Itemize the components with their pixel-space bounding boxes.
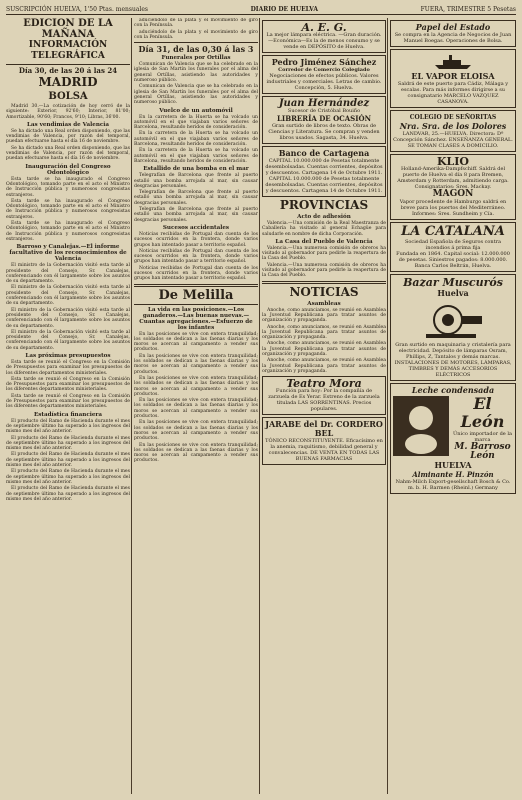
advert-text: Gran surtido de libros de texto. Obras de Ciencias y Literatura. Se compran y venden libros usados. Sagasta, 34. Huelva. xyxy=(268,123,380,141)
article-text: Esta tarde se reunió el Congreso en la Comisión de Presupuestos para examinar los presupuestos de los diferentes departamentos ministeriales. xyxy=(6,376,130,393)
article-text: Esta tarde se ha inaugurado el Congreso Odontológico, tomando parte en el acto el Ministro de Instrucción pública y numerosos congresistas extranjeros. xyxy=(6,198,130,220)
advert-text: Negociaciones de efectos públicos. Valores industriales y comerciales. Letras de cambio. Concepción, 5. Huelva. xyxy=(266,73,382,91)
article-text: Se ha dictado una Real orden disponiendo, que las vendimias de Valencia, por razón del temporal, puedan efectuarse hasta el día 16 de noviembre. xyxy=(6,145,130,162)
article-text: El producto del Ramo de Hacienda durante el mes de septiembre último ha superado a los ingresos del mismo mes del año anterior. xyxy=(6,418,130,435)
article-text: Esta tarde se reunió el Congreso en la Comisión de Presupuestos para examinar los presupuestos de los diferentes departamentos ministeriales. xyxy=(6,393,130,410)
column-provinces xyxy=(262,18,386,794)
article-text: En las posiciones se vive con entera tranquilidad; los soldados se dedican a las faenas diarias y los moros se acercan al campamento a vender sus productos. xyxy=(134,398,258,420)
article-text: En las posiciones se vive con entera tranquilidad; los soldados se dedican a las faenas diarias y los moros se acercan al campamento a vender sus productos. xyxy=(134,353,258,375)
article-text: Valencia.—Una numerosa comisión de obreros ha visitado al gobernador para pedirle la reapertura de la Casa del Pueblo. xyxy=(262,262,386,279)
headline: Las próximas presupuestos xyxy=(25,352,111,359)
article-text: En la carretera de la Huerta se ha volcado un automóvil en el que viajaban varios señores de Barcelona, resultando heridos de consideración. xyxy=(134,114,258,131)
advert-text: La mejor lámpara eléctrica. —Gran duración.—Económica—Es la de menos consumo y se vende en DEPÓSITO de Huelva. xyxy=(266,32,382,50)
headline: Vuelco de un automóvil xyxy=(159,107,233,114)
advert-title: Pedro Jiménez Sánchez xyxy=(271,57,377,67)
masthead-bar xyxy=(6,4,516,15)
advert-subtitle: Nra. Sra. de los Dolores xyxy=(399,121,507,131)
advert-title: Bazar Muscurós xyxy=(403,276,503,289)
article-text: aduciéndolo de la plata y el movimiento de giro con la Península. xyxy=(134,29,258,40)
edition-title: EDICIÓN DE LA MAÑANA xyxy=(23,18,113,40)
advert-bank xyxy=(262,146,386,197)
bolsa-heading: BOLSA xyxy=(48,91,88,102)
headline: Estadística financiera xyxy=(34,411,102,418)
headline: La Casa del Pueblo de Valencia xyxy=(275,238,373,245)
article-text: Comunican de Valencia que se ha celebrado en la iglesia de San Martín los funerales por el alma del general Ortíllas, asistiendo las autoridades y numeroso público. xyxy=(134,84,258,106)
column-news xyxy=(134,18,258,794)
article-text: El ministro de la Gobernación visitó esta tarde al presidente del Consejo, Sr. Canalejas, conferenciando con él largamente sobre los asuntos de su departamento. xyxy=(6,263,130,285)
article-text: En las posiciones se vive con entera tranquilidad; los soldados se dedican a las faenas diarias y los moros se acercan al campamento a vender sus productos. xyxy=(134,420,258,442)
advert-steamer-eloisa xyxy=(390,49,516,108)
article-text: Esta tarde se ha inaugurado el Congreso Odontológico, tomando parte en el acto el Ministro de Instrucción pública y numerosos congresistas extranjeros. xyxy=(6,221,130,242)
advert-city: HUELVA xyxy=(434,460,472,470)
advert-title: Banco de Cartagena xyxy=(278,148,370,158)
advert-title: JARABE del Dr. CORDERO BEL xyxy=(265,419,383,439)
article-text: En la carretera de la Huerta se ha volcado un automóvil en el que viajaban varios señores de Barcelona, resultando heridos de consideración. xyxy=(134,148,258,164)
dateline: Día 31, de las 0,30 á las 3 xyxy=(138,44,254,55)
article-text: Valencia.—Una numerosa comisión de obreros ha visitado al gobernador para pedirle la reapertura de la Casa del Pueblo. xyxy=(262,245,386,262)
notices-heading: NOTICIAS xyxy=(289,284,359,299)
subscription-outside: FUERA, TRIMESTRE 5 Pesetas xyxy=(420,5,516,13)
article-text: Se ha dictado una Real orden disponiendo, que las vendimias de Valencia, por razón del temporal, puedan efectuarse hasta el día 16 de noviembre. xyxy=(6,128,130,145)
advert-text: Nahm-Milch Export-gesellschaft Bosch & Co. m. b. H. Barmen (Rheinl.) Germany xyxy=(395,479,511,491)
article-text: Telegrafían de Barcelona que frente al puerto estalló una bomba arrojada al mar, sin causar desgracias personales. xyxy=(134,173,258,189)
advert-subtitle: Único importador de la marca xyxy=(453,431,512,443)
article-text: Telegrafían de Barcelona que frente al puerto estalló una bomba arrojada al mar, sin causar desgracias personales. xyxy=(134,207,258,223)
advert-city: Huelva xyxy=(437,288,469,298)
article-text: El ministro de la Gobernación visitó esta tarde al presidente del Consejo, Sr. Canalejas, conferenciando con él largamente sobre los asuntos de su departamento. xyxy=(6,329,130,351)
dateline: Día 30, de las 20 á las 24 xyxy=(18,66,118,75)
advert-syrup xyxy=(262,417,386,465)
advert-theatre xyxy=(262,376,386,415)
headline: Estallido de una bomba en el mar xyxy=(143,166,249,173)
column-rule xyxy=(131,18,132,794)
advert-text: CAPITAL 10.000.000 de Pesetas totalmente desembolsadas. Cuentas corrientes, depósitos y descuentos. Cartagena 14 de Octubre 1911. xyxy=(265,176,383,194)
newspaper-name: DIARIO DE HUELVA xyxy=(250,5,319,13)
article-text: Comunican de Valencia que se ha celebrado en la iglesia de San Martín los funerales por el alma del general Ortíllas, asistiendo las autoridades y numeroso público. xyxy=(134,62,258,84)
provinces-heading: PROVINCIAS xyxy=(279,198,369,212)
advert-subtitle: Corredor de Comercio Colegiado xyxy=(278,67,370,73)
city-heading: MADRID xyxy=(38,75,98,89)
article-text: El ministro de la Gobernación visitó esta tarde al presidente del Consejo, Sr. Canalejas, conferenciando con él largamente sobre los asuntos de su departamento. xyxy=(6,285,130,307)
column-adverts xyxy=(390,18,516,794)
article-text: Anoche, como anunciamos, se reunió en Asamblea la Juventud Republicana para tratar asuntos de organización y propaganda. xyxy=(262,307,386,324)
advert-text: Fundada en 1864. Capital social: 12.000.000 de pesetas. Siniestros pagados: 8.000.000. Banca Carlos Beltrán, Huelva. xyxy=(396,251,510,269)
advert-importer: M. Barroso León xyxy=(454,442,511,461)
melilla-heading: De Melilla xyxy=(158,287,234,303)
advert-text: Saldrá de este puerto para Cádiz, Málaga y escalas. Para más informes dirigirse a su consignatario MARCELO VAZQUEZ CASANOVA. xyxy=(397,81,509,105)
advert-text: LANDVAR, 25.—HUELVA. Directora: Dª Concepción Sánchez. ENSEÑANZA GENERAL. SE TOMAN CLASES A DOMICILIO. xyxy=(393,131,513,149)
advert-text: CAPITAL 10.000.000 de Pesetas totalmente desembolsadas. Cuentas corrientes, depósitos y descuentos. Cartagena 14 de Octubre 1911. xyxy=(265,158,383,176)
headline: Inauguración del Congreso Odontológico xyxy=(25,163,111,176)
section-title: INFORMACIÓN TELEGRÁFICA xyxy=(28,40,108,61)
advert-title: EL VAPOR ELOISA xyxy=(411,71,495,81)
advert-brand: El León xyxy=(460,394,505,431)
advert-title: KLIO xyxy=(436,155,470,168)
article-text: Anoche, como anunciamos, se reunió en Asamblea la Juventud Republicana para tratar asuntos de organización y propaganda. xyxy=(262,324,386,341)
infant-illustration xyxy=(393,396,449,456)
article-text: aduciéndolo de la plata y el movimiento de giro con la Península. xyxy=(134,18,258,29)
advert-title: Papel del Estado xyxy=(415,22,491,32)
dynamo-machine-icon xyxy=(418,300,488,340)
article-text: En las posiciones se vive con entera tranquilidad; los soldados se dedican a las faenas diarias y los moros se acercan al campamento a vender sus productos. xyxy=(134,331,258,353)
advert-condensed-milk xyxy=(390,383,516,494)
column-rule xyxy=(387,18,388,794)
article-text: En la carretera de la Huerta se ha volcado un automóvil en el que viajaban varios señores de Barcelona, resultando heridos de consideración. xyxy=(134,131,258,148)
article-text: El producto del Ramo de Hacienda durante el mes de septiembre último ha superado a los ingresos del mismo mes del año anterior. xyxy=(6,435,130,452)
article-text: Anoche, como anunciamos, se reunió en Asamblea la Juventud Republicana para tratar asuntos de organización y propaganda. xyxy=(262,341,386,358)
article-text: El producto del Ramo de Hacienda durante el mes de septiembre último ha superado a los ingresos del mismo mes del año anterior. xyxy=(6,469,130,485)
advert-text: Holland-Amerika-Dampfschiff. Saldrá del puerto de Huelva el día 8 para Bremen, Amsterdam y Rotterdam, admitiendo carga. Consignatarios: Sres. Mackay. xyxy=(397,166,509,190)
advert-subtitle: Sociedad Española de Seguros contra incendios á prima fija xyxy=(404,239,502,251)
advert-text: Vapor procedente de Hamburgo saldrá en breve para los puertos del Mediterráneo. Informes: Sres. Sundheim y Cía. xyxy=(399,199,507,217)
article-text: El producto del Ramo de Hacienda durante el mes de septiembre último ha superado a los ingresos del mismo mes del año anterior. xyxy=(6,486,130,502)
steamship-icon xyxy=(433,54,473,70)
advert-catalana xyxy=(390,222,516,272)
advert-title: LIBRERÍA DE OCASIÓN xyxy=(277,114,371,123)
headline: La vida en las posiciones.—Los ganaderos.—Las buenas nuevas.—Cuantas agregaciones.—Esfuerzo de los infantes xyxy=(139,306,253,331)
article-text: Anoche, como anunciamos, se reunió en Asamblea la Juventud Republicana para tratar asuntos de organización y propaganda. xyxy=(262,358,386,374)
article-text: El ministro de la Gobernación visitó esta tarde al presidente del Consejo, Sr. Canalejas, conferenciando con él largamente sobre los asuntos de su departamento. xyxy=(6,307,130,329)
advert-title: COLEGIO DE SEÑORITAS xyxy=(409,114,497,121)
advert-klio xyxy=(390,154,516,220)
advert-title: Teatro Mora xyxy=(286,377,362,391)
advert-subtitle: Sucesor de Cristóbal Bouiño xyxy=(287,108,361,114)
advert-text: Función para hoy: Por la compañía de zarzuela de Es Yerar. Estreno de la zarzuela titulada LAS SORRENTINAS. Precios populares. xyxy=(268,388,380,413)
advert-title: LA CATALANA xyxy=(401,224,505,239)
advert-school xyxy=(390,110,516,152)
headline: Acto de adhesión xyxy=(297,214,351,220)
article-text: Noticias recibidas de Portugal dan cuenta de los sucesos ocurridos en la frontera, donde varios grupos han intentado pasar a territorio español. xyxy=(134,248,258,265)
headline: Asambleas xyxy=(307,300,341,307)
article-text: Esta tarde se reunió el Congreso en la Comisión de Presupuestos para examinar los presupuestos de los diferentes departamentos ministeriales. xyxy=(6,359,130,376)
advert-aeg xyxy=(262,20,386,53)
article-text: El producto del Ramo de Hacienda durante el mes de septiembre último ha superado a los ingresos del mismo mes del año anterior. xyxy=(6,452,130,469)
subscription-local: SUSCRIPCIÓN HUELVA, 1'50 Ptas. mensuales xyxy=(6,5,148,13)
article-text: Noticias recibidas de Portugal dan cuenta de los sucesos ocurridos en la frontera, donde varios grupos han intentado pasar a territorio español. xyxy=(134,265,258,282)
headline: Sucesos accidentales xyxy=(162,224,230,231)
headline: Funerales por Ortíllas xyxy=(161,55,231,62)
advert-text: TÓNICO RECONSTITUYENTE. Eficacísimo en la anemia, raquitismo, debilidad general y convalecencias. DE VENTA EN TODAS LAS BUENAS FARMACIAS xyxy=(265,438,383,463)
advert-bookstore xyxy=(262,96,386,144)
advert-title: MAGON xyxy=(432,189,474,199)
article-text: Valencia.—Una comisión de la Real Maestranza de Caballería ha visitado al general Echagüe para saludarle en nombre de dicha Corporación. xyxy=(262,221,386,237)
advert-broker xyxy=(262,55,386,94)
article-text: Noticias recibidas de Portugal dan cuenta de los sucesos ocurridos en la frontera, donde varios grupos han intentado pasar a territorio español. xyxy=(134,231,258,248)
article-text: En las posiciones se vive con entera tranquilidad; los soldados se dedican a las faenas diarias y los moros se acercan al campamento a vender sus productos. xyxy=(134,442,258,464)
article-text: Telegrafían de Barcelona que frente al puerto estalló una bomba arrojada al mar, sin causar desgracias personales. xyxy=(134,190,258,206)
headline: Barroso y Canalejas.—El informe facultativo de los reconocimientos de Valencia xyxy=(9,244,127,263)
advert-text: Gran surtido en maquinaria y cristalería para electricidad. Depósito de lámparas Osram, Phillips, Z, Tantalos y demás marcas. INSTALACIONES DE MOTORES, LÁMPARAS, TIMBRES Y DEMÁS ACCESORIOS ELÉCTRICOS xyxy=(394,342,512,378)
advert-title: Leche condensada xyxy=(411,385,495,395)
advert-title: A. E. G. xyxy=(301,21,347,34)
article-text: Esta tarde se ha inaugurado el Congreso Odontológico, tomando parte en el acto el Ministro de Instrucción pública y numerosos congresistas extranjeros. xyxy=(6,176,130,198)
advert-title: Juan Hernández xyxy=(278,98,370,109)
advert-bazar xyxy=(390,274,516,381)
article-text: En las posiciones se vive con entera tranquilidad; los soldados se dedican a las faenas diarias y los moros se acercan al campamento a vender sus productos. xyxy=(134,375,258,397)
advert-text: Se compra en la Agencia de Negocios de Juan Manuel Boegas. Operaciones de Bolsa. xyxy=(394,32,512,44)
advert-state-paper xyxy=(390,20,516,47)
column-rule xyxy=(259,18,260,794)
bolsa-text: Madrid 30.—La cotización de hoy cerró de la siguiente: Exterior, 92'60; Interior, 81'00; Amortizable, 90'60; Francos, 9'10; Libras, 36'00. xyxy=(6,104,130,120)
column-telegraph xyxy=(6,18,130,794)
headline: Las vendimias de Valencia xyxy=(26,121,110,128)
advert-address: Alminante H. Pinzón xyxy=(412,470,494,479)
